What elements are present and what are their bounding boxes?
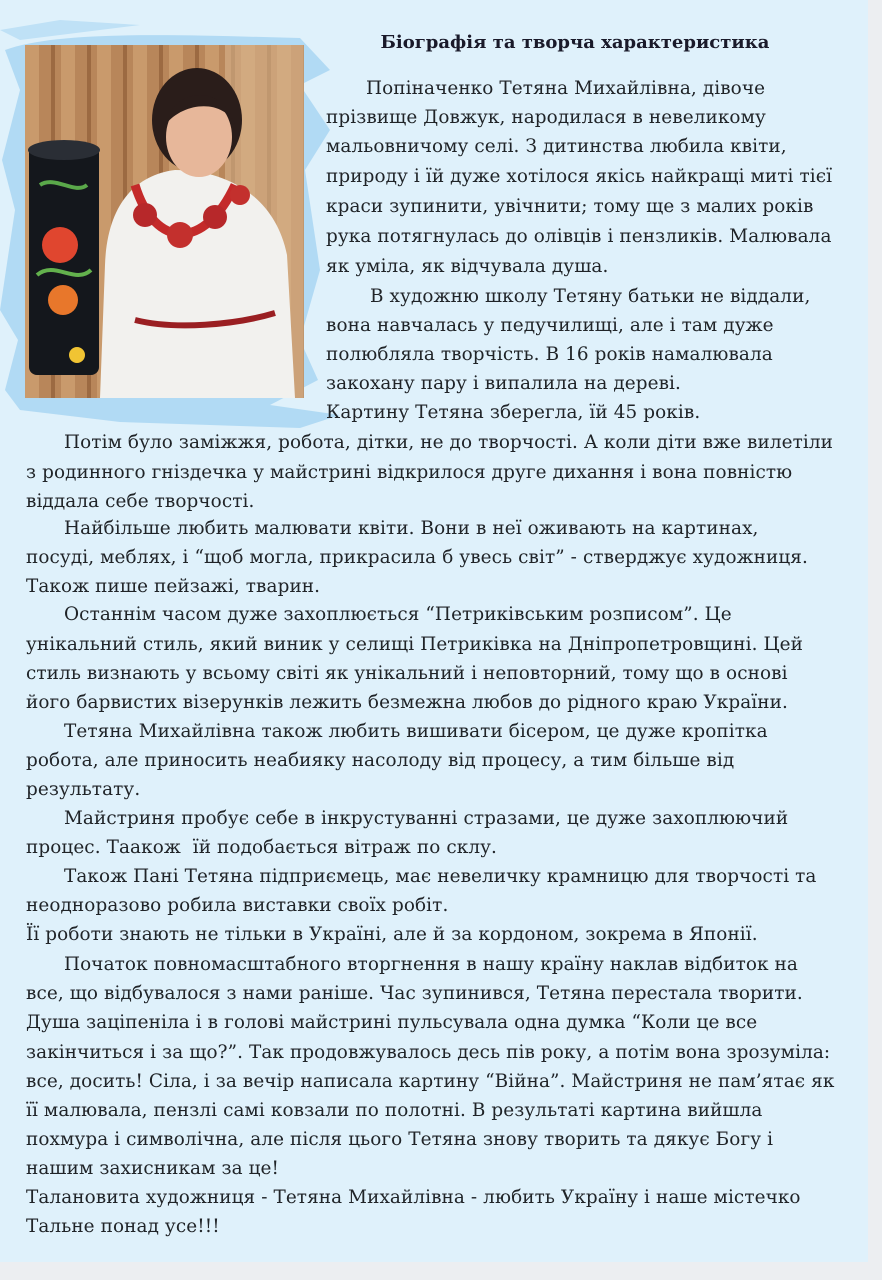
page-title: Біографія та творча характеристика	[380, 32, 770, 53]
text-line: результату.	[26, 779, 141, 800]
text-line: вона навчалась у педучилищі, але і там дуже	[326, 315, 774, 336]
text-line: краси зупинити, увічнити; тому ще з малих років	[326, 196, 814, 217]
text-line: все, досить! Сіла, і за вечір написала картину “Війна”. Майстриня не пам’ятає як	[26, 1071, 835, 1092]
text-line: закохану пару і випалила на дереві.	[326, 373, 681, 394]
text-line: Також пише пейзажі, тварин.	[26, 576, 321, 597]
text-line: природу і їй дуже хотілося якісь найкращі миті тієї	[326, 166, 833, 187]
text-line: віддала себе творчості.	[26, 491, 255, 512]
text-line: унікальний стиль, який виник у селищі Петриківка на Дніпропетровщині. Цей	[26, 634, 803, 655]
text-line: неодноразово робила виставки своїх робіт.	[26, 895, 449, 916]
text-line: робота, але приносить неабияку насолоду від процесу, а тим більше від	[26, 750, 735, 771]
text-line: Також Пані Тетяна підприємець, має невеличку крамницю для творчості та	[64, 866, 817, 887]
text-line: все, що відбувалося з нами раніше. Час зупинився, Тетяна перестала творити.	[26, 983, 803, 1004]
text-line: Останнім часом дуже захоплюється “Петриківським розписом”. Це	[64, 604, 732, 625]
text-line: посуді, меблях, і “щоб могла, прикрасила б увесь світ” - стверджує художниця.	[26, 547, 808, 568]
text-line: Тальне понад усе!!!	[26, 1216, 220, 1237]
viewer-margin-right	[868, 0, 882, 1262]
text-line: Найбільше любить малювати квіти. Вони в неї оживають на картинах,	[64, 518, 759, 539]
text-line: Початок повномасштабного вторгнення в нашу країну наклав відбиток на	[64, 954, 798, 975]
text-line: його барвистих візерунків лежить безмежна любов до рідного краю України.	[26, 692, 788, 713]
text-line: Талановита художниця - Тетяна Михайлівна - любить Україну і наше містечко	[26, 1187, 801, 1208]
viewer-margin-bottom	[0, 1262, 882, 1280]
text-line: Тетяна Михайлівна також любить вишивати бісером, це дуже кропітка	[64, 721, 768, 742]
text-line: Картину Тетяна зберегла, їй 45 років.	[326, 402, 701, 423]
text-line: В художню школу Тетяну батьки не віддали,	[370, 286, 811, 307]
text-line: як уміла, як відчувала душа.	[326, 256, 609, 277]
text-line: Потім було заміжжя, робота, дітки, не до творчості. А коли діти вже вилетіли	[64, 432, 834, 453]
text-line: процес. Таакож їй подобається вітраж по склу.	[26, 837, 497, 858]
text-line: прізвище Довжук, народилася в невеликому	[326, 107, 766, 128]
text-line: її малювала, пензлі самі ковзали по полотні. В результаті картина вийшла	[26, 1100, 763, 1121]
text-line: стиль визнають у всьому світі як унікальний і неповторний, тому що в основі	[26, 663, 788, 684]
text-line: Попіначенко Тетяна Михайлівна, дівоче	[366, 78, 766, 99]
text-line: закінчиться і за що?”. Так продовжувалось десь пів року, а потім вона зрозуміла:	[26, 1042, 831, 1063]
text-line: похмура і символічна, але після цього Тетяна знову творить та дякує Богу і	[26, 1129, 774, 1150]
text-line: рука потягнулась до олівців і пензликів. Малювала	[326, 226, 832, 247]
text-line: нашим захисникам за це!	[26, 1158, 280, 1179]
text-line: полюбляла творчість. В 16 років намалювала	[326, 344, 773, 365]
artist-photo	[25, 45, 304, 398]
text-line: Душа заціпеніла і в голові майстрині пульсувала одна думка “Коли це все	[26, 1012, 758, 1033]
text-line: мальовничому селі. З дитинства любила квіти,	[326, 136, 787, 157]
text-line: Майстриня пробує себе в інкрустуванні стразами, це дуже захоплюючий	[64, 808, 789, 829]
text-line: Її роботи знають не тільки в Україні, але й за кордоном, зокрема в Японії.	[26, 924, 758, 945]
text-line: з родинного гніздечка у майстрині відкрилося друге дихання і вона повністю	[26, 462, 793, 483]
